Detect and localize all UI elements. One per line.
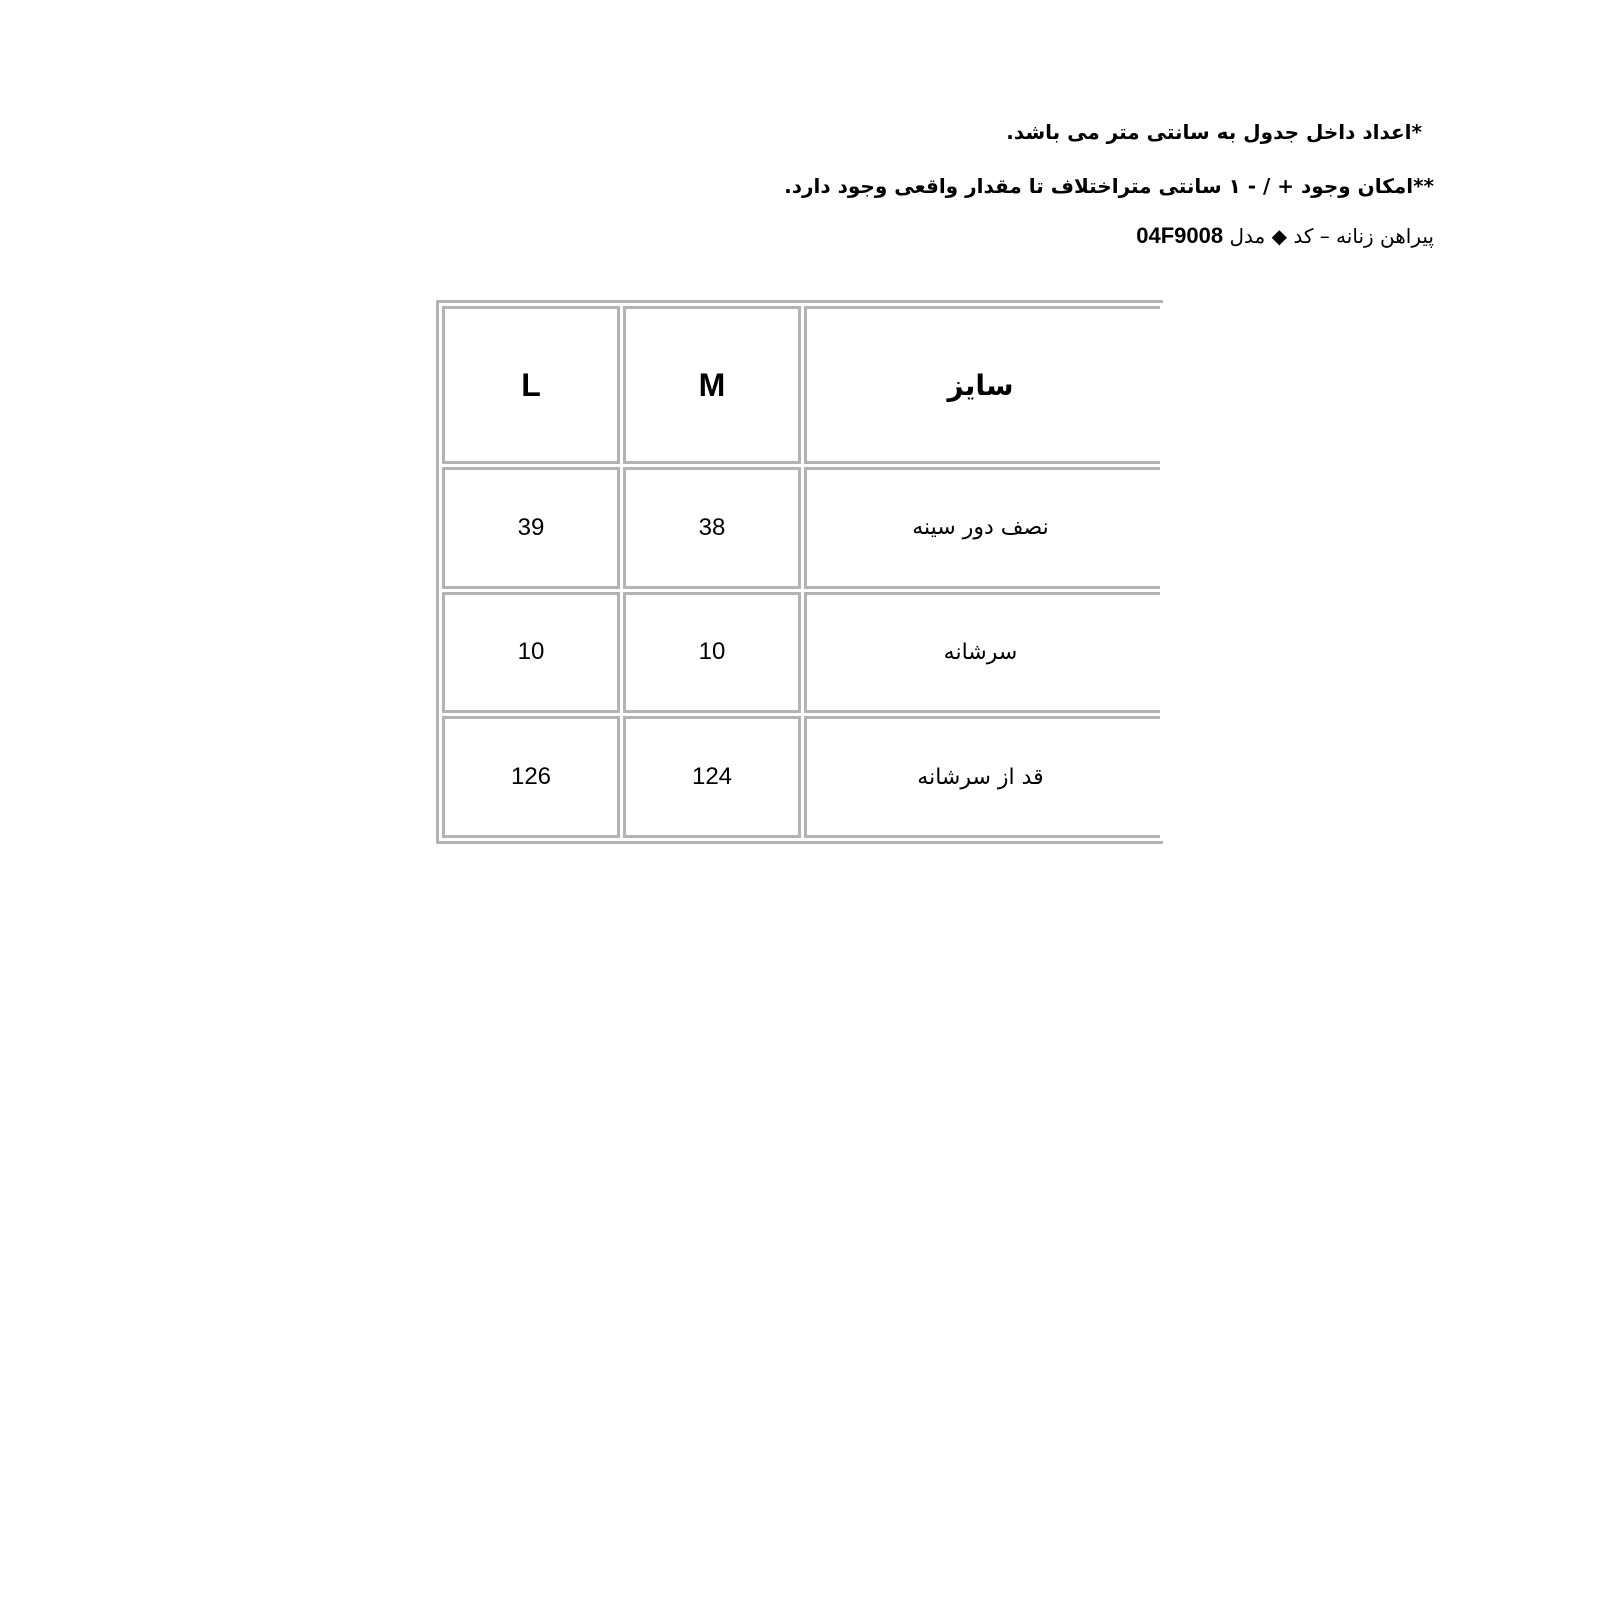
cell-l: 10 xyxy=(442,592,620,714)
model-code: 04F9008 xyxy=(1136,223,1224,248)
table-row xyxy=(442,716,1160,838)
table-row xyxy=(442,467,1160,589)
product-title-text: پیراهن زنانه – کد ◆ مدل xyxy=(1229,224,1434,248)
table-row xyxy=(442,592,1160,714)
note-tolerance: **امکان وجود + / - ۱ سانتی متراختلاف تا مقدار واقعی وجود دارد. xyxy=(784,174,1434,198)
product-title xyxy=(1136,222,1434,250)
header-size-m: M xyxy=(623,306,801,464)
cell-m: 38 xyxy=(623,467,801,589)
size-table xyxy=(436,300,1163,844)
note-units: *اعداد داخل جدول به سانتی متر می باشد. xyxy=(1006,120,1422,144)
cell-m: 10 xyxy=(623,592,801,714)
row-label: نصف دور سینه xyxy=(804,467,1160,589)
row-label: سرشانه xyxy=(804,592,1160,714)
cell-l: 39 xyxy=(442,467,620,589)
row-label: قد از سرشانه xyxy=(804,716,1160,838)
header-size-l: L xyxy=(442,306,620,464)
table-header-row xyxy=(442,306,1160,464)
header-size-label: سایز xyxy=(804,306,1160,464)
cell-l: 126 xyxy=(442,716,620,838)
cell-m: 124 xyxy=(623,716,801,838)
